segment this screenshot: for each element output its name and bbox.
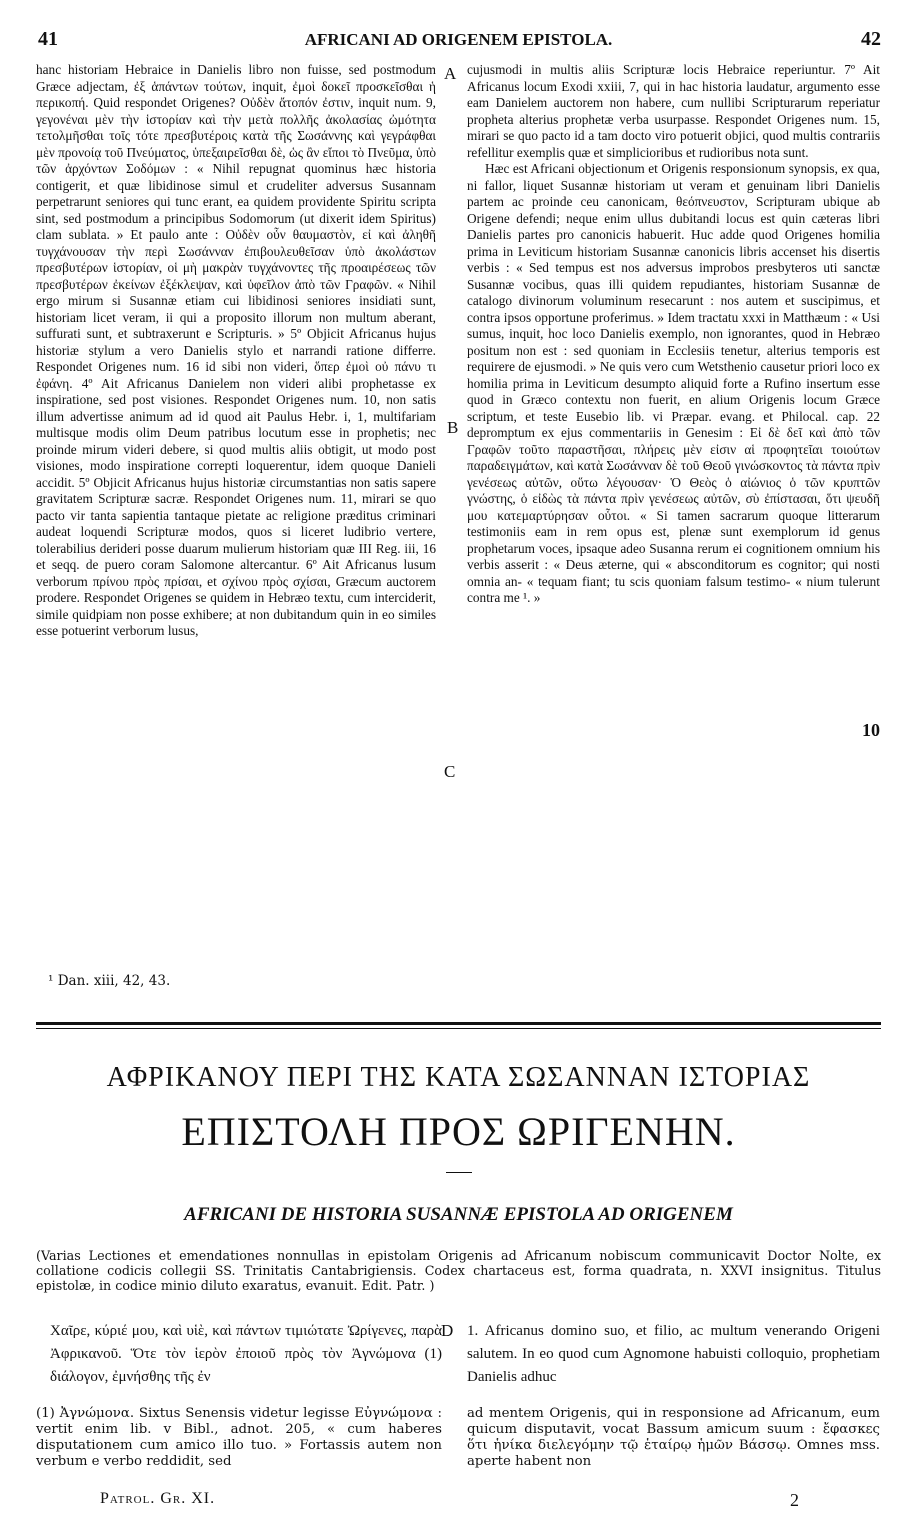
footnote-left: (1) Ἀγνώμονα. Sixtus Senensis videtur legisse Εὐγνώμονα : vertit enim lib. v Bibl., adnot. 205, « cum haberes disputationem cum amico illo tuo. » Fortassis autem non verbum e verbo reddidit, sed bbox=[36, 1406, 442, 1469]
right-page-number: 42 bbox=[861, 28, 881, 50]
right-column-paragraph: Hæc est Africani objectionum et Origenis responsionum synopsis, ex qua, ni fallor, liquet Susannæ historiam ut veram et genuinam libri Danielis partem ac proinde ceu canonicam, θεόπνευστον, Scripturam ubique ab Origene defendi; neque enim ullus dubitandi locus est quin cæteras libri Danielis partes pro canonicis habuerit. Huc adde quod Origenes homilia prima in Leviticum historiam Susannæ canonicis libris accenset his disertis verbis : « Sed tempus est nos adversus improbos presbyteros uti sanctæ Susannæ vocibus, quas illi quidem repudiantes, historiam Susannæ de catalogo divinorum voluminum resecarunt : nos autem et suscipimus, et contra ipsos opportune proferimus. » Idem tractatu xxxi in Matthæum : « Usi sumus, inquit, hoc loco Danielis exemplo, non ignorantes, quod in Hebræo positum non est : sed quoniam in Ecclesiis tenetur, alterius temporis est requirere de ejusmodi. » Ne quis vero cum Wetsthenio causetur priori loco ex homilia prima in Leviticum desumpto aliquid forte a Rufino insertum esse quod in Græco contextu non fuerit, en alium Origenis locum Græce scriptum, et teste Eusebio lib. vi Præpar. evang. et Philocal. cap. 22 depromptum ex ejus commentariis in Genesim : Εἰ δὲ δεῖ καὶ ἀπὸ τῶν Γραφῶν τοῦτο παραστῆσαι, πλήρεις μὲν εἰσιν αἱ προφητεῖαι τοιούτων παραδειγμάτων, καὶ κατὰ Σωσάνναν δὲ τοῦ Θεοῦ γινώσκοντος τὰ πάντα πρὶν γενέσεως αὐτῶν, οὕτω λέγουσαν· Ὁ Θεὸς ὁ αἰώνιος ὁ τῶν κρυπτῶν γνώστης, ὁ εἰδὼς τὰ πάντα πρὶν γενέσεως αὐτῶν, σὺ ἐπίστασαι, ὅτι ψευδῆ μου κατεμαρτύρησαν οὗτοι. « Si tamen sacrarum quoque litterarum testimoniis eam in rem opus est, plenæ sunt exemplorum id genus prophetarum voces, ipsaque adeo Susanna rerum ei cognitionem omnium his verbis asserit : « Deus æterne, qui « absconditorum es cognitor; qui nosti omnia an- « tequam fiant; tu scis quoniam falsum testimo- « nium tulerunt contra me ¹. » bbox=[467, 161, 880, 605]
greek-title-line1: ΑΦΡΙΚΑΝΟΥ ΠΕΡΙ ΤΗΣ ΚΑΤΑ ΣΩΣΑΝΝΑΝ ΙΣΤΟΡΙΑΣ bbox=[106, 1062, 811, 1093]
printer-signature: Patrol. Gr. XI. bbox=[100, 1490, 216, 1507]
margin-number-10: 10 bbox=[862, 720, 880, 740]
left-column bbox=[36, 62, 436, 640]
latin-title: AFRICANI DE HISTORIA SUSANNÆ EPISTOLA AD ORIGENEM bbox=[184, 1204, 733, 1225]
margin-letter-b: B bbox=[447, 418, 459, 437]
latin-letter-text: 1. Africanus domino suo, et filio, ac multum venerando Origeni salutem. In eo quod cum Agnomone habuisti colloquio, prophetiam Danielis adhuc bbox=[467, 1323, 880, 1385]
separator-rule-thick bbox=[36, 1022, 881, 1025]
margin-letter-d: D bbox=[441, 1321, 454, 1340]
left-column-paragraph: hanc historiam Hebraice in Danielis libro non fuisse, sed postmodum Græce adjectam, ἐξ ἁπάντων τούτων, inquit, ἐμοὶ δοκεῖ προσκεῖσθαι ἡ περικοπή. Quid respondet Origenes? Οὐδὲν ἄτοπόν ἐστιν, inquit num. 9, γεγονέναι μὲν τὴν ἱστορίαν καὶ τὴν μετὰ πολλῆς ἀκολασίας ὠμότητα τετολμῆσθαι τοῖς τότε πρεσβυτέροις κατὰ τῆς Σωσάννης καὶ γεγράφθαι μὲν προνοίᾳ τοῦ Πνεύματος, ὑπεξαιρεῖσθαι δὲ, ὡς ἂν εἴποι τὸ Πνεῦμα, ὑπὸ τῶν ἀρχόντων Σοδόμων : « Nihil repugnat quominus hæc historia contigerit, et quæ libidinose simul et crudeliter adversus Susannam perpetrarunt seniores qui tunc erant, ea quidem providente Spiritu scripta sint, sed postmodum a principibus Sodomorum (ut dixerit idem Spiritus) clam sublata. » Et paulo ante : Οὐδὲν οὖν θαυμαστὸν, εἰ καὶ ἀληθῆ τυγχάνουσαν τὴν περὶ Σωσάνναν ἐπιβουλευθεῖσαν ὑπὸ ἀκολάστων πρεσβυτέρων ἱστορίαν, οἱ μὴ μακρὰν τυγχάνοντες τῆς προαιρέσεως τῶν πρεσβυτέρων ἐκείνων ἐξέκλεψαν, καὶ ὑφεῖλον ἀπὸ τῶν Γραφῶν. « Nihil ergo mirum si Susannæ etiam cui libidinosi seniores insidiati sunt, historiam licet veram, ii qui a proposito illorum non multum aberant, suffurati sunt, et subtraxerunt e Scripturis. » 5º Objicit Africanus hujus historiæ stylum a vero Danielis stylo et narrandi ratione differre. Respondet Origenes num. 16 id sibi non videri, ὅπερ ἐμοὶ οὐ πάνυ τι ἐφάνη. 4º Ait Africanus Danielem non videri alibi prophetasse ex inspiratione, sed post visiones. Respondet Origenes num. 10, non satis illum advertisse animum ad id quod ait Paulus Hebr. i, 1, multifariam multisque modis olim Deum patribus locutum esse in prophetis; nec proinde mirum videri debere, si quod multis aliis obtigit, ut modo post visiones, modo inspiratione correpti loquerentur, idem quoque Danieli accidit. 5º Objicit Africanus hujus historiæ circumstantias non satis sapere gravitatem Scripturæ sacræ. Respondet Origenes num. 11, mirari se quo pacto vir tanta sapientia tantaque pietate ac religione præditus criminari audeat loquendi Scripturæ modos, quos si liceret ludibrio vertere, tolerabilius derideri posse duarum mulierum historiam quæ III Reg. iii, 16 et seqq. de puero coram Salomone altercantur. 6º Ait Africanus lusum verborum πρίνου πρὸς πρίσαι, et σχίνου πρὸς σχίσαι, Græcum auctorem prodere. Respondet Origenes se quidem in Hebræo textu, cum interciderit, simile quidpiam non posse exhibere; at non dubitandum quin in eo similes esse potuerint verborum lusus, bbox=[36, 62, 436, 638]
greek-title-line2: ΕΠΙΣΤΟΛΗ ΠΡΟΣ ΩΡΙΓΕΝΗΝ. bbox=[181, 1109, 736, 1154]
separator-rule-thin bbox=[36, 1028, 881, 1029]
left-page-number: 41 bbox=[38, 28, 58, 50]
margin-letter-a: A bbox=[444, 64, 457, 83]
editorial-note: (Varias Lectiones et emendationes nonnullas in epistolam Origenis ad Africanum nobiscum communicavit Doctor Nolte, ex collatione codicis collegii SS. Trinitatis Cantabrigiensis. Codex chartaceus est, forma quadrata, n. XXVI insignitus. Titulus epistolæ, in codice minio diluto exaratus, evanuit. Edit. Patr. ) bbox=[36, 1248, 881, 1293]
footnote-right: ad mentem Origenis, qui in responsione ad Africanum, eum quicum disputavit, vocat Bassum amicum suum : ἔφασκες ὅτι ἡνίκα διελεγόμην τῷ ἑταίρῳ ἡμῶν Βάσσῳ. Omnes mss. aperte habent non bbox=[467, 1406, 880, 1469]
greek-letter-text: Χαῖρε, κύριέ μου, καὶ υἱὲ, καὶ πάντων τιμιώτατε Ὠρίγενες, παρὰ Ἀφρικανοῦ. Ὅτε τὸν ἱερὸν ἐποιοῦ πρὸς τὸν Ἀγνώμονα (1) διάλογον, ἐμνήσθης τῆς ἐν bbox=[50, 1323, 442, 1385]
title-dash bbox=[446, 1172, 472, 1173]
margin-letter-c: C bbox=[444, 762, 456, 781]
sheet-number: 2 bbox=[790, 1490, 799, 1510]
footnote-top: ¹ Dan. xiii, 42, 43. bbox=[48, 973, 171, 989]
running-title: AFRICANI AD ORIGENEM EPISTOLA. bbox=[304, 30, 613, 49]
right-column-paragraph: cujusmodi in multis aliis Scripturæ locis Hebraice reperiuntur. 7º Ait Africanus locum Exodi xxiii, 7, qui in hac historia laudatur, argumento esse eam Danielem auctorem non habere, cum nullibi Scripturarum reperiatur propheta alterius prophetæ verba usurpasse. Respondet Origenes num. 15, mirari se quo pacto id a tam docto viro potuerit objici, quod multis contrariis refellitur exemplis quæ et simplicioribus et rudioribus nota sunt. bbox=[467, 62, 880, 160]
right-column bbox=[467, 62, 880, 607]
